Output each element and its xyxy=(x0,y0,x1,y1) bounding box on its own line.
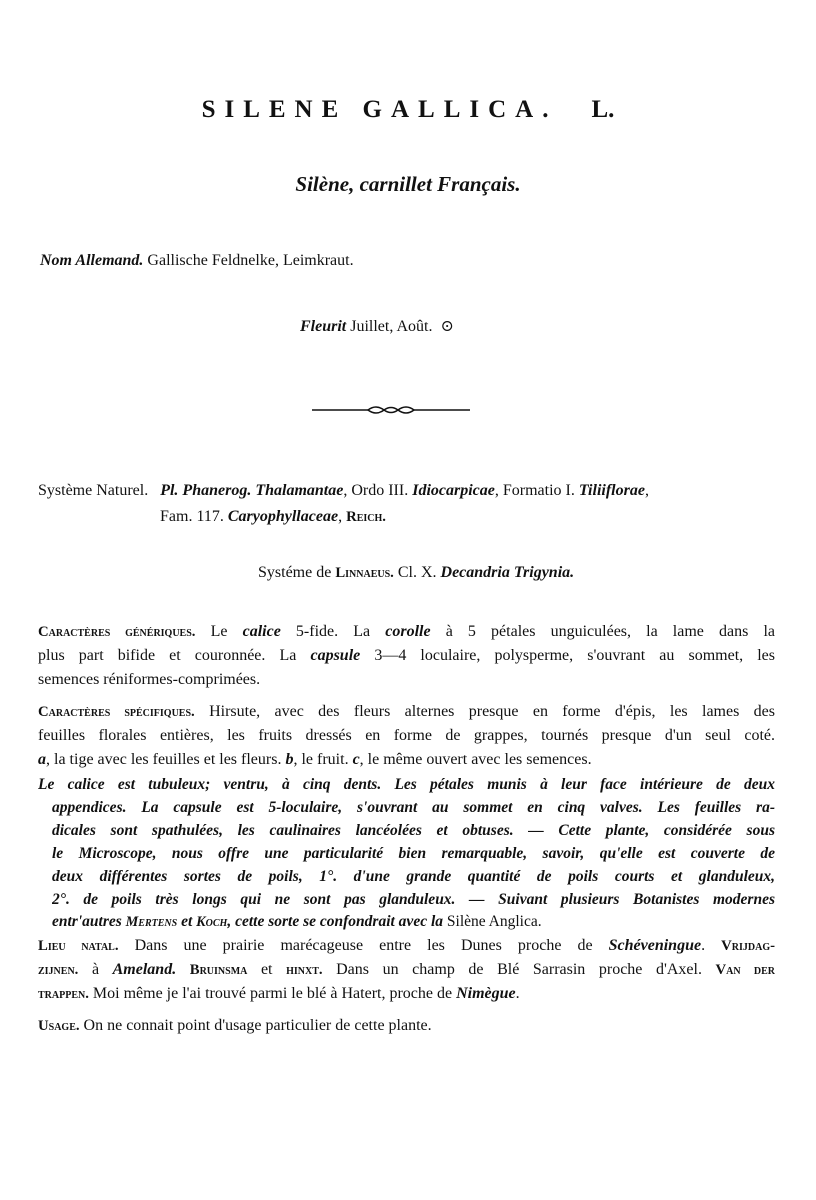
text-line xyxy=(38,775,775,795)
natural-system-label: Système Naturel. xyxy=(38,482,149,499)
text-segment: Lieu natal. xyxy=(38,938,119,954)
text-segment xyxy=(176,961,190,978)
author-abbreviation: L. xyxy=(591,96,615,123)
text-segment: , le même ouvert avec les semences. xyxy=(359,751,592,768)
text-line xyxy=(38,622,775,642)
text-segment: et xyxy=(177,913,197,930)
text-segment: dicales sont spathulées, les caulinaires lancéolées et obtuses. — Cette plante, considérée sous xyxy=(52,822,775,839)
text-line xyxy=(38,702,775,722)
text-segment: Bruinsma xyxy=(189,962,248,978)
text-segment: , xyxy=(644,482,649,499)
text-segment: Le calice est tubuleux; ventru, à cinq dents. Les pétales munis à leur face intérieure de deux xyxy=(38,776,775,793)
text-segment: , Formatio I. xyxy=(494,482,579,499)
text-line xyxy=(38,936,775,956)
text-segment: Tiliiflorae xyxy=(578,482,645,499)
text-segment: Reich. xyxy=(346,509,386,525)
text-segment: Nimègue xyxy=(456,985,516,1002)
text-segment: Caryophyllaceae xyxy=(227,508,339,525)
text-line xyxy=(52,844,775,864)
text-line xyxy=(52,912,542,932)
text-segment: Decandria Trigynia. xyxy=(440,564,575,581)
german-name-line xyxy=(40,252,354,270)
german-names: Gallische Feldnelke, Leimkraut. xyxy=(147,252,354,269)
species-name: SILENE GALLICA. xyxy=(201,96,558,123)
text-segment: 3—4 loculaire, polysperme, s'ouvrant au sommet, les xyxy=(360,647,775,664)
text-segment: Le xyxy=(195,623,243,640)
text-segment: corolle xyxy=(385,623,431,640)
text-segment: Dans une prairie marécageuse entre les Dunes proche de xyxy=(118,937,609,954)
text-segment: , la tige avec les feuilles et les fleurs. xyxy=(46,751,286,768)
text-segment: capsule xyxy=(310,647,361,664)
text-segment: Usage. xyxy=(38,1018,80,1034)
text-line xyxy=(38,670,260,690)
flowering-label: Fleurit xyxy=(300,318,347,335)
text-segment: Hirsute, avec des fleurs alternes presque en forme d'épis, les lames des xyxy=(194,703,775,720)
text-segment: Dans un champ de Blé Sarrasin proche d'Axel. xyxy=(322,961,716,978)
text-line xyxy=(38,750,592,770)
text-segment: Schéveningue xyxy=(608,937,702,954)
text-line xyxy=(52,890,775,910)
text-segment: Linnaeus. xyxy=(335,565,394,581)
flowering-months: Juillet, Août. xyxy=(350,318,433,335)
text-segment: Pl. Phanerog. xyxy=(160,482,252,499)
text-segment: calice xyxy=(242,623,281,640)
text-segment: Mertens xyxy=(125,914,178,930)
text-segment: deux différentes sortes de poils, 1°. d'une grande quantité de poils courts et glanduleux, xyxy=(52,868,775,885)
text-segment: Fam. 117. xyxy=(160,508,228,525)
natural-system-line-1 xyxy=(38,482,649,500)
text-segment: On ne connait point d'usage particulier de cette plante. xyxy=(79,1017,432,1034)
text-segment: plus part bifide et couronnée. La xyxy=(38,647,311,664)
text-segment: Systéme de xyxy=(258,564,336,581)
text-line xyxy=(52,821,775,841)
text-segment: . xyxy=(701,937,722,954)
text-segment: à xyxy=(78,961,113,978)
text-segment: Vrijdag- xyxy=(721,938,775,954)
text-segment: Silène Anglica. xyxy=(446,913,542,930)
text-segment: à 5 pétales unguiculées, la lame dans la xyxy=(430,623,775,640)
text-segment: 2°. de poils très longs qui ne sont pas glanduleux. — Suivant plusieurs Botanistes modernes xyxy=(52,891,775,908)
annual-symbol-icon: ⊙ xyxy=(440,318,454,335)
text-segment: feuilles florales entières, les fruits dressés en forme de grappes, tournés presque d'un seul coté. xyxy=(38,727,775,744)
text-segment: hinxt. xyxy=(286,962,323,978)
text-segment: trappen. xyxy=(38,986,89,1002)
text-segment: et xyxy=(247,961,287,978)
text-segment: b xyxy=(285,751,294,768)
text-segment: Thalamantae xyxy=(255,482,344,499)
text-segment: le Microscope, nous offre une particularité bien remarquable, savoir, qu'elle est couverte de xyxy=(52,845,775,862)
text-segment: Cl. X. xyxy=(393,564,441,581)
linnaeus-system-line xyxy=(258,564,574,582)
text-segment: entr'autres xyxy=(52,913,126,930)
text-segment: Idiocarpicae xyxy=(412,482,495,499)
natural-system-line-2 xyxy=(160,508,386,526)
text-segment: Caractères génériques. xyxy=(38,624,196,640)
ornament-divider xyxy=(312,404,470,416)
text-segment: . xyxy=(515,985,520,1002)
text-line xyxy=(52,867,775,887)
text-segment: Caractères spécifiques. xyxy=(38,704,195,720)
text-segment: Koch xyxy=(196,914,228,930)
text-line xyxy=(38,984,520,1004)
text-segment: semences réniformes-comprimées. xyxy=(38,671,261,688)
text-segment: , le fruit. xyxy=(293,751,353,768)
text-segment: c xyxy=(352,751,360,768)
common-name: Silène, carnillet Français. xyxy=(295,172,521,196)
text-line xyxy=(38,1016,432,1036)
text-line xyxy=(38,960,775,980)
text-segment: a xyxy=(38,751,46,768)
text-line xyxy=(38,646,775,666)
text-segment: , xyxy=(338,508,347,525)
text-segment: Moi même je l'ai trouvé parmi le blé à Hatert, proche de xyxy=(88,985,457,1002)
text-segment: , Ordo III. xyxy=(343,482,413,499)
natural-system-classification xyxy=(160,482,649,499)
german-name-label: Nom Allemand. xyxy=(40,252,144,269)
text-segment: Ameland. xyxy=(112,961,177,978)
text-segment: Van der xyxy=(715,962,775,978)
text-segment: , cette sorte se confondrait avec la xyxy=(227,913,447,930)
flowering-line xyxy=(300,316,454,336)
text-segment: zijnen. xyxy=(38,962,79,978)
text-line xyxy=(38,726,775,746)
page-title xyxy=(0,96,816,124)
text-line xyxy=(52,798,775,818)
text-segment: 5-fide. La xyxy=(280,623,386,640)
text-segment: appendices. La capsule est 5-loculaire, s'ouvrant au sommet en cinq valves. Les feuilles ra- xyxy=(52,799,775,816)
